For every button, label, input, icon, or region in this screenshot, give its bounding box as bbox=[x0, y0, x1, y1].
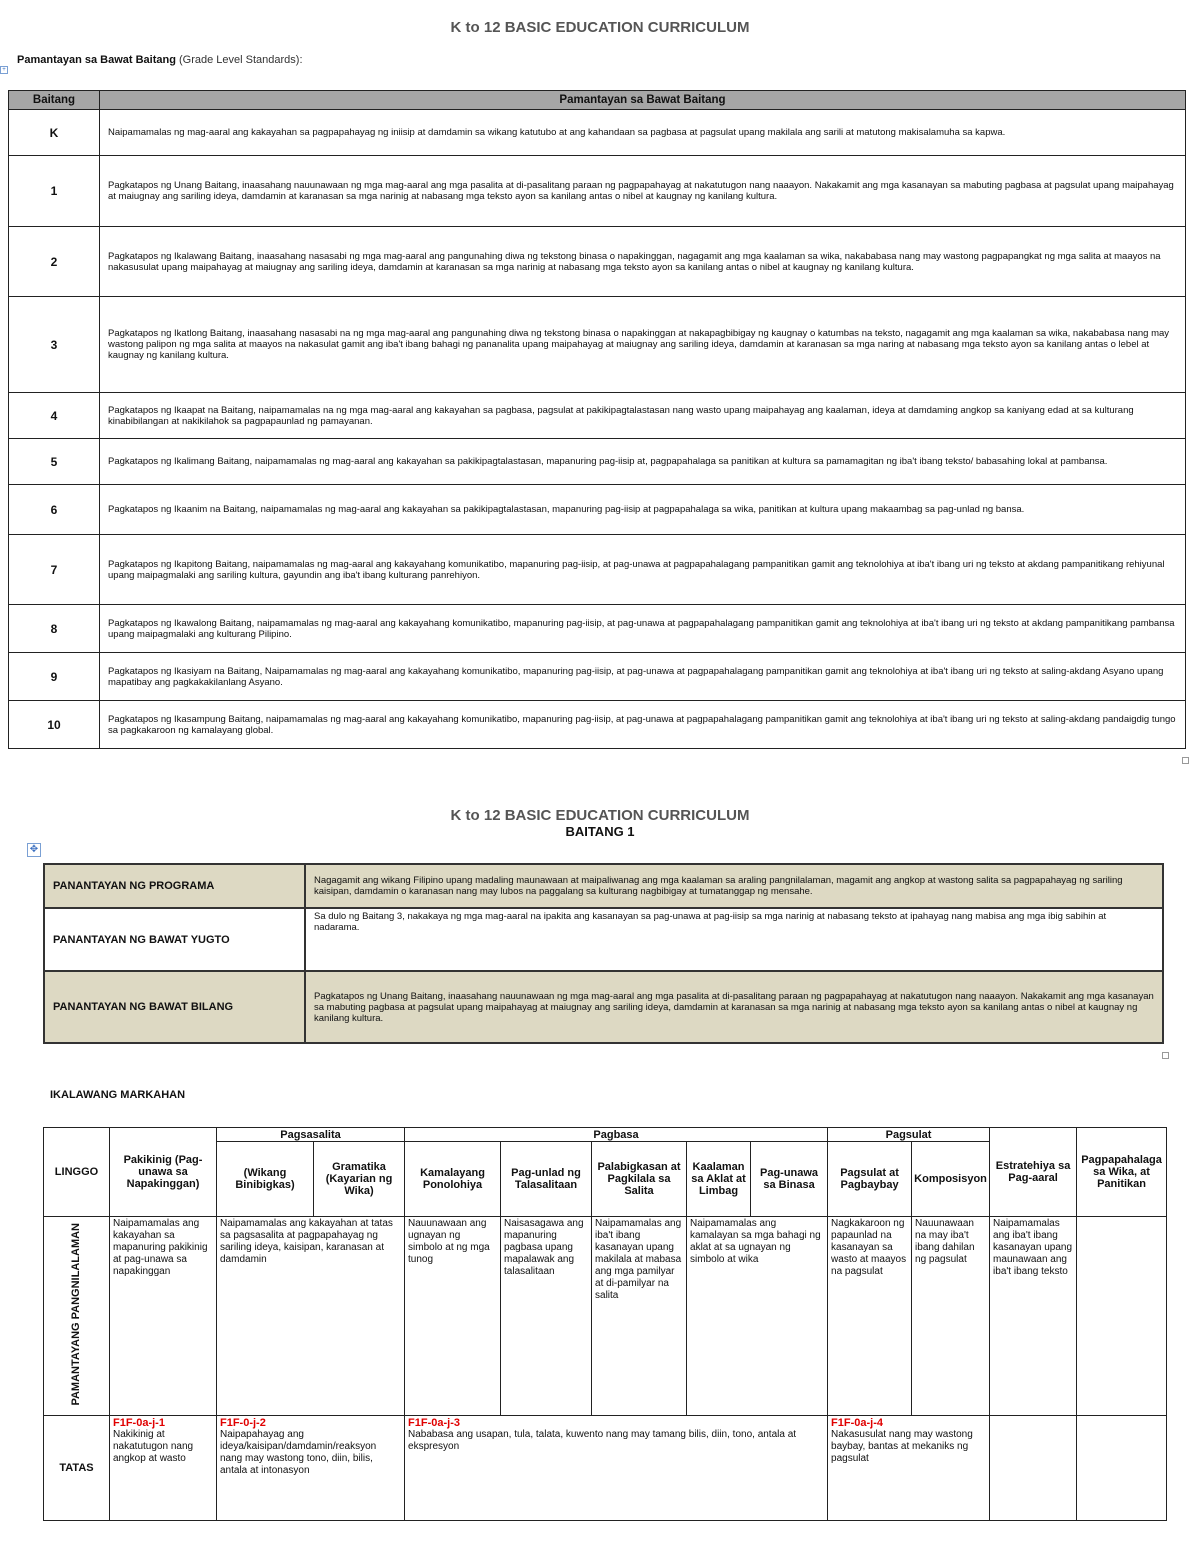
content-cell: Nauunawaan ang ugnayan ng simbolo at ng mga tunog bbox=[405, 1217, 501, 1416]
standard-cell: Pagkatapos ng Ikasiyam na Baitang, Naipamamalas ng mag-aaral ang kakayahang komunikatibo, mapanuring pag-iisip, at pag-unawa at pagpapahalagang pampanitikan gamit ang teknolohiya at iba't ibang uri ng teksto at saling-akdang Asyano upang mapatibay ang pagkakakilanlang Asyano. bbox=[100, 653, 1186, 701]
tatas-cell bbox=[217, 1416, 405, 1521]
page2-subtitle: BAITANG 1 bbox=[565, 824, 635, 839]
empty-cell bbox=[1077, 1416, 1167, 1521]
grade-cell: 1 bbox=[9, 156, 100, 227]
header-komposisyon: Komposisyon bbox=[912, 1142, 990, 1217]
move-handle-icon[interactable]: + bbox=[0, 66, 8, 74]
standard-cell: Pagkatapos ng Ikatlong Baitang, inaasahang nasasabi na ng mga mag-aaral ang pangunahing diwa ng tekstong binasa o napakinggan at nakapagbibigay ng kaugnay o katumbas na teksto, nagagamit ang mga kaalaman sa wika, nakababasa nang may wastong palipon ng mga salita at maayos na nakasulat gamit ang iba't ibang bahagi ng pananalita upang maipahayag at maiugnay ang sariling ideya, damdamin at karanasan sa mga naring at nabasang mga teksto ayon sa kanilang antas o lebel at kaugnay ng kanilang kultura. bbox=[100, 297, 1186, 393]
content-cell: Naipamamalas ang kakayahan at tatas sa pagsasalita at pagpapahayag ng sariling ideya, kaisipan, karanasan at damdamin bbox=[217, 1217, 405, 1416]
table-row bbox=[9, 227, 1186, 297]
standard-label: PANANTAYAN NG BAWAT YUGTO bbox=[44, 908, 305, 971]
grade-cell: 9 bbox=[9, 653, 100, 701]
header-baitang: Baitang bbox=[9, 91, 100, 110]
content-cell: Naipamamalas ang kamalayan sa mga bahagi ng aklat at sa ugnayan ng simbolo at wika bbox=[687, 1217, 828, 1416]
standard-label: PANANTAYAN NG BAWAT BILANG bbox=[44, 971, 305, 1043]
table-row bbox=[44, 908, 1163, 971]
header-gramatika: Gramatika (Kayarian ng Wika) bbox=[314, 1142, 405, 1217]
intro-label: Pamantayan sa Bawat Baitang bbox=[17, 54, 176, 66]
tatas-cell bbox=[405, 1416, 828, 1521]
content-cell: Naipamamalas ang iba't ibang kasanayan upang makilala at mabasa ang mga pamilyar at di-pamilyar na salita bbox=[592, 1217, 687, 1416]
standard-cell: Pagkatapos ng Ikasampung Baitang, naipamamalas ng mag-aaral ang kakayahang komunikatibo, mapanuring pag-iisip, at pag-unawa at pagpapahalagang pampanitikan gamit ang teknolohiya at iba't ibang uri ng teksto at saling-akdang pandaigdig tungo sa pagkakaroon ng kamalayang global. bbox=[100, 701, 1186, 749]
content-cell: Nauunawaan na may iba't ibang dahilan ng pagsulat bbox=[912, 1217, 990, 1416]
grade-cell: 5 bbox=[9, 439, 100, 485]
competency-text: Nababasa ang usapan, tula, talata, kuwento nang may tamang bilis, diin, tono, antala at ekspresyon bbox=[408, 1429, 797, 1452]
header-wikang-binibigkas: (Wikang Binibigkas) bbox=[217, 1142, 314, 1217]
standard-cell: Pagkatapos ng Unang Baitang, inaasahang nauunawaan ng mga mag-aaral ang mga pasalita at di-pasalitang paraan ng pagpapahayag at nakatutugon nang naaayon. Nakakamit ang mga kasanayan sa mabuting pagbasa at pagsulat upang maipahayag at maiugnay ang sariling ideya, damdamin at karanasan sa mga narinig at nabasang mga teksto ayon sa kanilang antas o nibel at kaugnay ng kanilang kultura. bbox=[100, 156, 1186, 227]
header-kamalayang-ponolohiya: Kamalayang Ponolohiya bbox=[405, 1142, 501, 1217]
header-linggo: LINGGO bbox=[44, 1128, 110, 1217]
table-row bbox=[9, 535, 1186, 605]
curriculum-grid bbox=[43, 1127, 1167, 1521]
page1-title: K to 12 BASIC EDUCATION CURRICULUM bbox=[450, 19, 750, 36]
table-row bbox=[9, 485, 1186, 535]
header-pagsasalita: Pagsasalita bbox=[217, 1128, 405, 1142]
grade-cell: 10 bbox=[9, 701, 100, 749]
header-kaalaman-aklat: Kaalaman sa Aklat at Limbag bbox=[687, 1142, 751, 1217]
tatas-cell bbox=[828, 1416, 990, 1521]
standard-text: Sa dulo ng Baitang 3, nakakaya ng mga mag-aaral na ipakita ang kasanayan sa pag-unawa at pag-iisip sa mga narinig at nabasang teksto at ipahayag nang mabisa ang mga ibig sabihin at nadarama. bbox=[305, 908, 1163, 971]
header-pagbasa: Pagbasa bbox=[405, 1128, 828, 1142]
content-cell: Naisasagawa ang mapanuring pagbasa upang mapalawak ang talasalitaan bbox=[501, 1217, 592, 1416]
content-cell bbox=[1077, 1217, 1167, 1416]
standard-cell: Pagkatapos ng Ikalimang Baitang, naipamamalas ng mag-aaral ang kakayahan sa pakikipagtalastasan, mapanuring pag-iisip at, pagpapahalaga sa panitikan at kultura sa pamamagitan ng iba't ibang teksto/ babasahing lokal at pambansa. bbox=[100, 439, 1186, 485]
table-row bbox=[9, 156, 1186, 227]
header-pagsulat: Pagsulat bbox=[828, 1128, 990, 1142]
page2-title: K to 12 BASIC EDUCATION CURRICULUM bbox=[450, 807, 750, 824]
header-estratehiya: Estratehiya sa Pag-aaral bbox=[990, 1128, 1077, 1217]
table-resize-handle[interactable] bbox=[1162, 1052, 1169, 1059]
standard-label: PANANTAYAN NG PROGRAMA bbox=[44, 864, 305, 908]
grade-level-standards-heading bbox=[17, 54, 303, 66]
header-pakikinig: Pakikinig (Pag-unawa sa Napakinggan) bbox=[110, 1128, 217, 1217]
grade-cell: 6 bbox=[9, 485, 100, 535]
quarter-heading: IKALAWANG MARKAHAN bbox=[50, 1089, 186, 1101]
row-label-pamantayang-pangnilalaman: PAMANTAYANG PANGNILALAMAN bbox=[44, 1217, 110, 1416]
program-standards-table bbox=[43, 863, 1164, 1044]
standard-cell: Naipamamalas ng mag-aaral ang kakayahan sa pagpapahayag ng iniisip at damdamin sa wikang katutubo at ang kahandaan sa pagbasa at pagsulat upang makilala ang sarili at matutong makisalamuha sa kapwa. bbox=[100, 110, 1186, 156]
row-label-tatas: TATAS bbox=[44, 1416, 110, 1521]
table-row bbox=[9, 393, 1186, 439]
grade-cell: K bbox=[9, 110, 100, 156]
empty-cell bbox=[990, 1416, 1077, 1521]
standard-text: Nagagamit ang wikang Filipino upang madaling maunawaan at maipaliwanag ang mga kaalaman sa araling pangnilalaman, magamit ang angkop at wastong salita sa pagpapahayag ng sariling kaisipan, damdamin o karanasan nang may lubos na paggalang sa kulturang nagbibigay at tumatanggap ng mensahe. bbox=[305, 864, 1163, 908]
competency-code: F1F-0-j-2 bbox=[220, 1417, 266, 1429]
grade-cell: 8 bbox=[9, 605, 100, 653]
table-row bbox=[9, 110, 1186, 156]
header-pamantayan: Pamantayan sa Bawat Baitang bbox=[100, 91, 1186, 110]
tatas-cell bbox=[110, 1416, 217, 1521]
table-row bbox=[44, 864, 1163, 908]
grade-cell: 7 bbox=[9, 535, 100, 605]
table-row bbox=[9, 297, 1186, 393]
standard-cell: Pagkatapos ng Ikalawang Baitang, inaasahang nasasabi ng mga mag-aaral ang pangunahing diwa ng tekstong binasa o napakinggan, nagagamit ang mga kaalaman sa wika, nakababasa nang may wastong pagpapangkat ng mga salita at maayos na nakasusulat upang maipahayag at maiugnay ang sariling ideya, damdamin at karanasan sa mga narinig at nabasang mga teksto ayon sa kanilang antas o nibel at kaugnay ng kanilang kultura. bbox=[100, 227, 1186, 297]
table-row bbox=[44, 971, 1163, 1043]
header-palabigkasan: Palabigkasan at Pagkilala sa Salita bbox=[592, 1142, 687, 1217]
table-row bbox=[44, 1217, 1167, 1416]
standard-cell: Pagkatapos ng Ikaanim na Baitang, naipamamalas ng mag-aaral ang kakayahan sa pakikipagtalastasan, mapanuring pag-iisip at pagpapahalaga sa wika, panitikan at kultura upang makaambag sa pag-unlad ng bansa. bbox=[100, 485, 1186, 535]
move-handle-icon[interactable]: ✥ bbox=[27, 843, 41, 857]
content-cell: Naipamamalas ang iba't ibang kasanayan upang maunawaan ang iba't ibang teksto bbox=[990, 1217, 1077, 1416]
header-talasalitaan: Pag-unlad ng Talasalitaan bbox=[501, 1142, 592, 1217]
competency-text: Nakikinig at nakatutugon nang angkop at wasto bbox=[113, 1429, 194, 1464]
intro-en: (Grade Level Standards): bbox=[179, 54, 303, 66]
header-pag-unawa: Pag-unawa sa Binasa bbox=[751, 1142, 828, 1217]
header-pagsulat-pagbaybay: Pagsulat at Pagbaybay bbox=[828, 1142, 912, 1217]
content-cell: Nagkakaroon ng papaunlad na kasanayan sa wasto at maayos na pagsulat bbox=[828, 1217, 912, 1416]
competency-code: F1F-0a-j-1 bbox=[113, 1417, 165, 1429]
table-row bbox=[9, 605, 1186, 653]
standard-cell: Pagkatapos ng Ikapitong Baitang, naipamamalas ng mag-aaral ang kakayahang komunikatibo, mapanuring pag-iisip, at pag-unawa at pagpapahalagang pampanitikan gamit ang teknolohiya at iba't ibang uri ng teksto at akdang pampanitikang rehiyunal upang maipagmalaki ang sariling kultura, gayundin ang iba't ibang kulturang panrehiyon. bbox=[100, 535, 1186, 605]
grade-cell: 2 bbox=[9, 227, 100, 297]
standard-cell: Pagkatapos ng Ikawalong Baitang, naipamamalas ng mag-aaral ang kakayahang komunikatibo, mapanuring pag-iisip, at pag-unawa at pagpapahalagang pampanitikan gamit ang teknolohiya at iba't ibang uri ng teksto at akdang pampanitikang pambansa upang maipagmalaki ang kulturang Pilipino. bbox=[100, 605, 1186, 653]
grade-level-standards-table bbox=[8, 90, 1186, 749]
grade-cell: 4 bbox=[9, 393, 100, 439]
content-cell: Naipamamalas ang kakayahan sa mapanuring pakikinig at pag-unawa sa napakinggan bbox=[110, 1217, 217, 1416]
header-pagpapahalaga: Pagpapahalaga sa Wika, at Panitikan bbox=[1077, 1128, 1167, 1217]
table-row bbox=[44, 1416, 1167, 1521]
table-row bbox=[9, 701, 1186, 749]
table-row bbox=[9, 653, 1186, 701]
grade-cell: 3 bbox=[9, 297, 100, 393]
competency-code: F1F-0a-j-4 bbox=[831, 1417, 883, 1429]
table-resize-handle[interactable] bbox=[1182, 757, 1189, 764]
standard-cell: Pagkatapos ng Ikaapat na Baitang, naipamamalas na ng mga mag-aaral ang kakayahan sa pagbasa, pagsulat at pakikipagtalastasan nang wasto upang maipahayag ang kaalaman, ideya at damdaming angkop sa kaniyang edad at sa kulturang kinabibilangan at nakikilahok sa pagpapaunlad ng pamayanan. bbox=[100, 393, 1186, 439]
table-row bbox=[9, 439, 1186, 485]
competency-code: F1F-0a-j-3 bbox=[408, 1417, 460, 1429]
standard-text: Pagkatapos ng Unang Baitang, inaasahang nauunawaan ng mga mag-aaral ang mga pasalita at di-pasalitang paraan ng pagpapahayag at nakatutugon nang naaayon. Nakakamit ang mga kasanayan sa mabuting pagbasa at pagsulat upang maipahayag at maiugnay ang sariling ideya, damdamin at karanasan sa mga narinig at nabasang mga teksto ayon sa kanilang antas o nibel at kaugnay ng kanilang kultura. bbox=[305, 971, 1163, 1043]
competency-text: Naipapahayag ang ideya/kaisipan/damdamin/reaksyon nang may wastong tono, diin, bilis, antala at intonasyon bbox=[220, 1429, 377, 1476]
competency-text: Nakasusulat nang may wastong baybay, bantas at mekaniks ng pagsulat bbox=[831, 1429, 973, 1464]
